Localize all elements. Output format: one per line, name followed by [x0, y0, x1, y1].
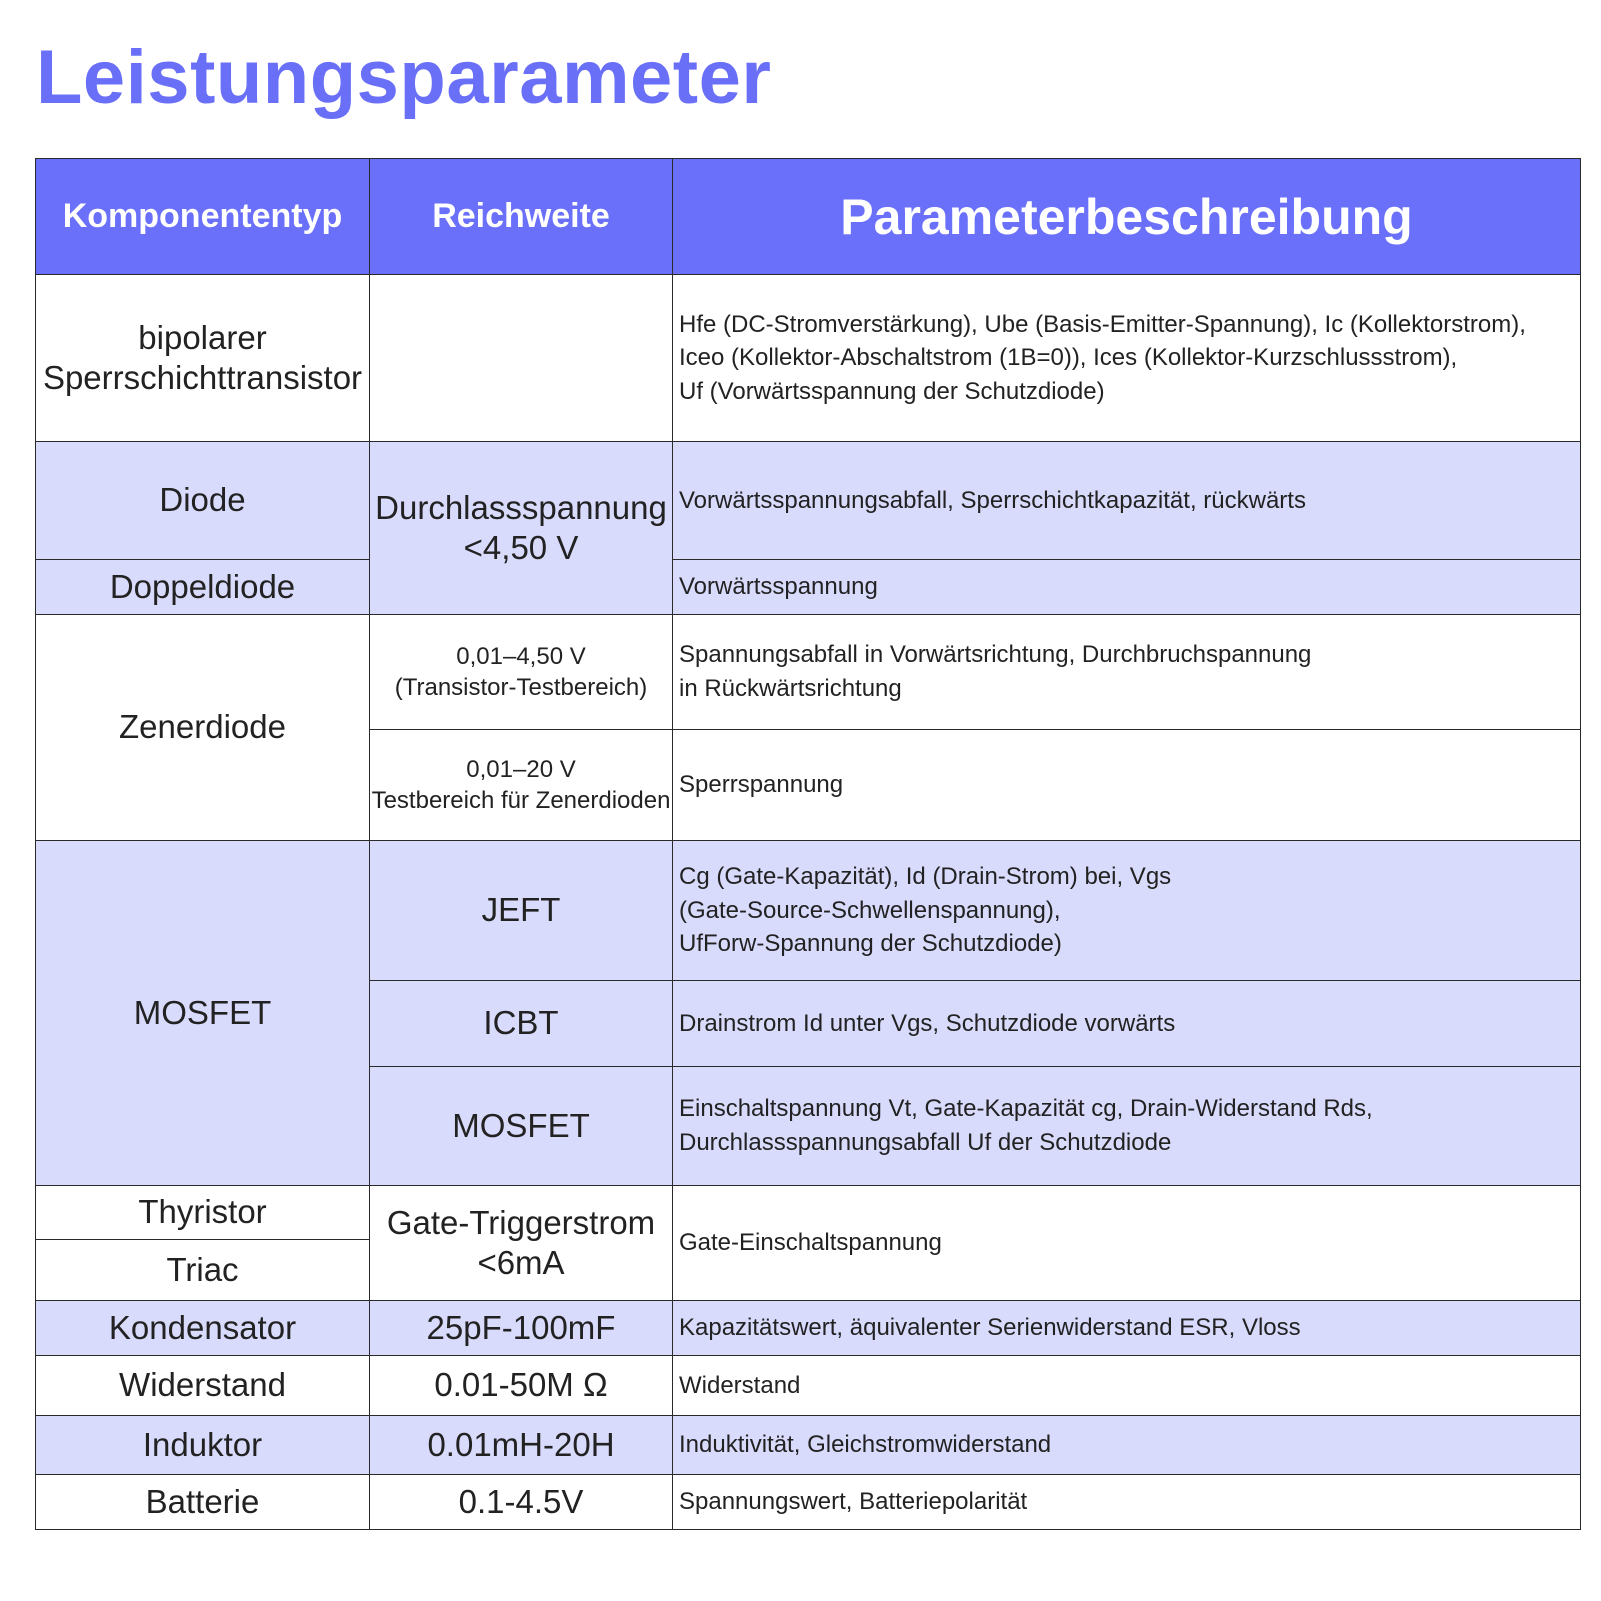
- desc-line: Spannungsabfall in Vorwärtsrichtung, Durchbruchspannung: [679, 641, 1312, 669]
- desc-line: (Gate-Source-Schwellenspannung),: [679, 896, 1061, 924]
- row-type-inductor: Induktor: [36, 1416, 370, 1475]
- row-range-capacitor: 25pF-100mF: [370, 1301, 673, 1356]
- type-line: Sperrschichttransistor: [42, 359, 363, 396]
- range-line: <4,50 V: [463, 529, 579, 566]
- table-row: [36, 560, 1581, 615]
- desc-line: Iceo (Kollektor-Abschaltstrom (1B=0)), Ices (Kollektor-Kurzschlussstrom),: [679, 344, 1458, 372]
- desc-line: Einschaltspannung Vt, Gate-Kapazität cg, Drain-Widerstand Rds,: [679, 1095, 1373, 1123]
- row-range-battery: 0.1-4.5V: [370, 1475, 673, 1530]
- row-type-thyristor: Thyristor: [36, 1186, 370, 1240]
- row-type-mosfet: MOSFET: [36, 841, 370, 1186]
- row-type-battery: Batterie: [36, 1475, 370, 1530]
- row-type-bjt: [36, 275, 370, 442]
- range-line: Durchlassspannung: [375, 488, 667, 526]
- row-range-icbt: ICBT: [370, 981, 673, 1067]
- row-desc-thyristor: Gate-Einschaltspannung: [673, 1186, 1581, 1301]
- table-row: [36, 1301, 1581, 1356]
- desc-line: in Rückwärtsrichtung: [679, 675, 902, 702]
- header-range: Reichweite: [370, 159, 673, 275]
- row-desc-diode: Vorwärtsspannungsabfall, Sperrschichtkapazität, rückwärts: [673, 442, 1581, 560]
- row-range-thyristor: [370, 1186, 673, 1301]
- row-desc-bjt: [673, 275, 1581, 442]
- desc-line: Cg (Gate-Kapazität), Id (Drain-Strom) bei, Vgs: [679, 863, 1172, 891]
- row-range-mosfet: MOSFET: [370, 1067, 673, 1186]
- table-row: [36, 1416, 1581, 1475]
- table-row: [36, 841, 1581, 981]
- range-line: Testbereich für Zenerdioden: [371, 787, 671, 814]
- row-range-resistor: 0.01-50M Ω: [370, 1356, 673, 1416]
- row-range-zener-1: [370, 615, 673, 730]
- row-range-diode: [370, 442, 673, 615]
- range-line: 0,01–4,50 V: [456, 642, 586, 670]
- row-type-resistor: Widerstand: [36, 1356, 370, 1416]
- desc-line: Hfe (DC-Stromverstärkung), Ube (Basis-Emitter-Spannung), Ic (Kollektorstrom),: [679, 310, 1526, 338]
- parameter-table: [35, 158, 1581, 1530]
- table-row: [36, 442, 1581, 560]
- desc-line: Durchlassspannungsabfall Uf der Schutzdiode: [679, 1129, 1172, 1156]
- range-line: 0,01–20 V: [466, 755, 576, 783]
- row-range-bjt: [370, 275, 673, 442]
- table-row: [36, 615, 1581, 730]
- range-line: <6mA: [477, 1244, 565, 1281]
- row-range-jeft: JEFT: [370, 841, 673, 981]
- row-desc-icbt: Drainstrom Id unter Vgs, Schutzdiode vorwärts: [673, 981, 1581, 1067]
- row-desc-inductor: Induktivität, Gleichstromwiderstand: [673, 1416, 1581, 1475]
- header-component-type: Komponententyp: [36, 159, 370, 275]
- table-row: [36, 1186, 1581, 1240]
- range-line: (Transistor-Testbereich): [394, 674, 648, 701]
- row-desc-zener-2: Sperrspannung: [673, 730, 1581, 841]
- table-row: [36, 1475, 1581, 1530]
- row-desc-battery: Spannungswert, Batteriepolarität: [673, 1475, 1581, 1530]
- row-desc-resistor: Widerstand: [673, 1356, 1581, 1416]
- row-range-inductor: 0.01mH-20H: [370, 1416, 673, 1475]
- row-desc-double-diode: Vorwärtsspannung: [673, 560, 1581, 615]
- row-desc-zener-1: [673, 615, 1581, 730]
- row-type-triac: Triac: [36, 1240, 370, 1301]
- header-parameter-description: Parameterbeschreibung: [673, 159, 1581, 275]
- type-line: bipolarer: [138, 318, 267, 356]
- desc-line: Uf (Vorwärtsspannung der Schutzdiode): [679, 377, 1105, 405]
- table-row: [36, 275, 1581, 442]
- table-row: [36, 1356, 1581, 1416]
- row-desc-jeft: [673, 841, 1581, 981]
- table-header-row: [36, 159, 1581, 275]
- row-range-zener-2: [370, 730, 673, 841]
- row-desc-capacitor: Kapazitätswert, äquivalenter Serienwiderstand ESR, Vloss: [673, 1301, 1581, 1356]
- row-type-double-diode: Doppeldiode: [36, 560, 370, 615]
- range-line: Gate-Triggerstrom: [386, 1203, 656, 1241]
- row-desc-mosfet: [673, 1067, 1581, 1186]
- row-type-diode: Diode: [36, 442, 370, 560]
- row-type-zener: Zenerdiode: [36, 615, 370, 841]
- page-title: Leistungsparameter: [36, 35, 772, 120]
- row-type-capacitor: Kondensator: [36, 1301, 370, 1356]
- desc-line: UfForw-Spannung der Schutzdiode): [679, 930, 1062, 958]
